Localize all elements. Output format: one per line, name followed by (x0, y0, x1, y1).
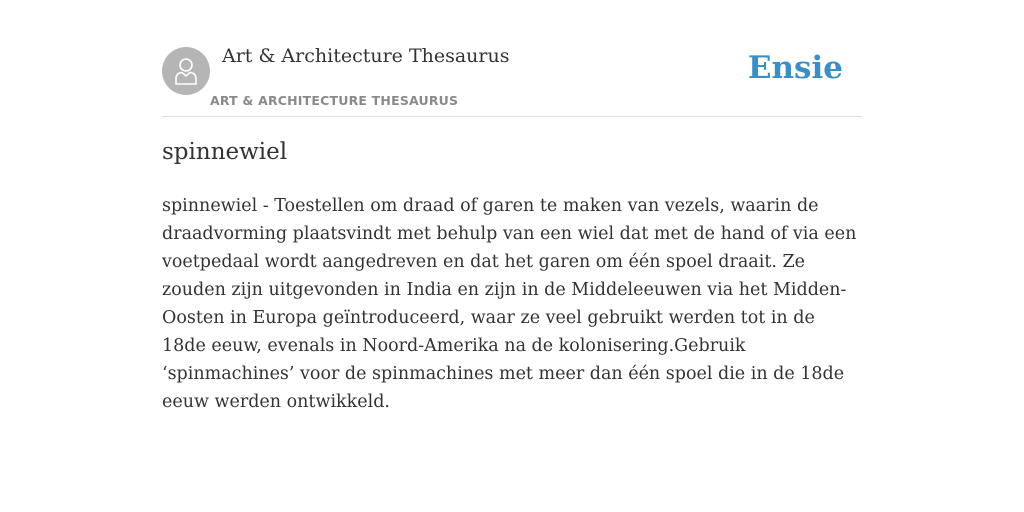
entry-title: spinnewiel (162, 139, 288, 165)
avatar[interactable] (162, 47, 210, 95)
brand-logo[interactable]: Ensie (747, 50, 843, 86)
source-subtitle: ART & ARCHITECTURE THESAURUS (210, 93, 459, 108)
source-title-link[interactable]: Art & Architecture Thesaurus (222, 45, 510, 67)
user-icon (174, 57, 198, 85)
entry-definition: spinnewiel - Toestellen om draad of garen te maken van vezels, waarin de draadvorming plaatsvindt met behulp van een wiel dat met de hand of via een voetpedaal wordt aangedreven en dat het garen om één spoel draait. Ze zouden zijn uitgevonden in India en zijn in de Middeleeuwen via het Midden-Oosten in Europa geïntroduceerd, waar ze veel gebruikt werden tot in de 18de eeuw, evenals in Noord-Amerika na de kolonisering.Gebruik ‘spinmachines’ voor de spinmachines met meer dan één spoel die in de 18de eeuw werden ontwikkeld. (162, 196, 857, 412)
header (162, 38, 862, 117)
